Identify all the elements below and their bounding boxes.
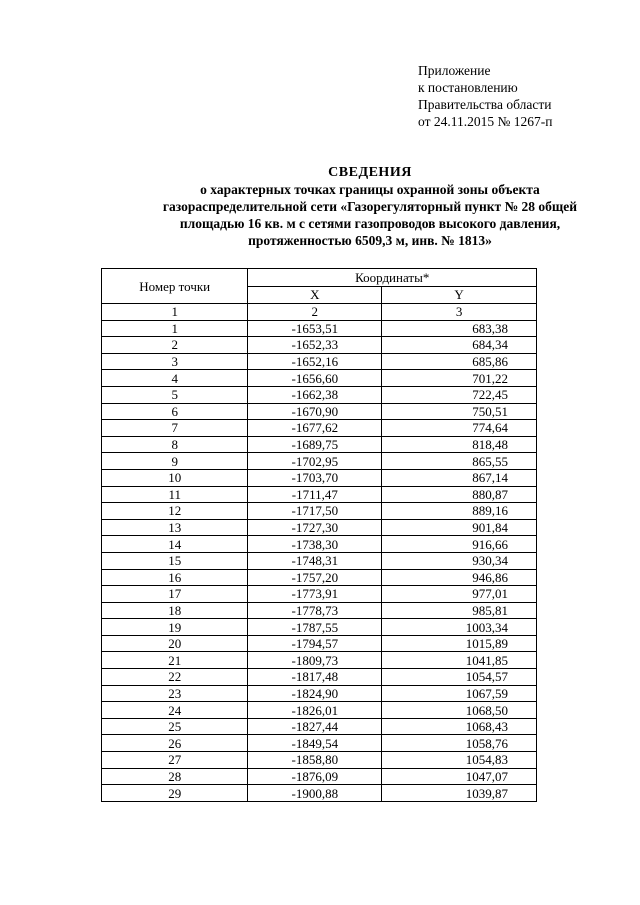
y-value-cell: 1068,50 [382, 702, 537, 719]
point-number-cell: 24 [102, 702, 248, 719]
point-number-cell: 19 [102, 619, 248, 636]
y-value-cell: 683,38 [382, 320, 537, 337]
y-value-cell: 1015,89 [382, 635, 537, 652]
point-number-cell: 14 [102, 536, 248, 553]
table-row [102, 685, 537, 702]
point-number-cell: 26 [102, 735, 248, 752]
table-row [102, 602, 537, 619]
header-point-number: Номер точки [102, 269, 248, 304]
point-number-cell: 15 [102, 552, 248, 569]
x-value-cell: -1824,90 [248, 685, 382, 702]
y-value-cell: 1058,76 [382, 735, 537, 752]
point-number-cell: 5 [102, 386, 248, 403]
index-cell: 2 [248, 304, 382, 321]
x-value-cell: -1826,01 [248, 702, 382, 719]
table-row [102, 403, 537, 420]
point-number-cell: 21 [102, 652, 248, 669]
x-value-cell: -1773,91 [248, 586, 382, 603]
x-value-cell: -1717,50 [248, 503, 382, 520]
y-value-cell: 818,48 [382, 436, 537, 453]
x-value-cell: -1652,33 [248, 337, 382, 354]
y-value-cell: 685,86 [382, 353, 537, 370]
point-number-cell: 20 [102, 635, 248, 652]
index-cell: 3 [382, 304, 537, 321]
table-row [102, 386, 537, 403]
y-value-cell: 946,86 [382, 569, 537, 586]
y-value-cell: 701,22 [382, 370, 537, 387]
table-row [102, 469, 537, 486]
y-value-cell: 1054,83 [382, 752, 537, 769]
table-row [102, 519, 537, 536]
table-row [102, 652, 537, 669]
point-number-cell: 17 [102, 586, 248, 603]
y-value-cell: 1047,07 [382, 768, 537, 785]
point-number-cell: 18 [102, 602, 248, 619]
point-number-cell: 8 [102, 436, 248, 453]
x-value-cell: -1809,73 [248, 652, 382, 669]
x-value-cell: -1652,16 [248, 353, 382, 370]
document-heading [100, 164, 640, 249]
table-row [102, 785, 537, 802]
x-value-cell: -1727,30 [248, 519, 382, 536]
table-row [102, 718, 537, 735]
x-value-cell: -1757,20 [248, 569, 382, 586]
document-title: СВЕДЕНИЯ [328, 165, 412, 180]
point-number-cell: 13 [102, 519, 248, 536]
point-number-cell: 10 [102, 469, 248, 486]
appendix-line: к постановлению [418, 80, 518, 95]
y-value-cell: 684,34 [382, 337, 537, 354]
x-value-cell: -1703,70 [248, 469, 382, 486]
point-number-cell: 7 [102, 420, 248, 437]
x-value-cell: -1711,47 [248, 486, 382, 503]
y-value-cell: 1003,34 [382, 619, 537, 636]
y-value-cell: 1068,43 [382, 718, 537, 735]
x-value-cell: -1738,30 [248, 536, 382, 553]
appendix-line: Приложение [418, 63, 491, 78]
y-value-cell: 889,16 [382, 503, 537, 520]
table-body [102, 320, 537, 801]
x-value-cell: -1787,55 [248, 619, 382, 636]
point-number-cell: 6 [102, 403, 248, 420]
y-value-cell: 774,64 [382, 420, 537, 437]
table-row [102, 370, 537, 387]
x-value-cell: -1827,44 [248, 718, 382, 735]
y-value-cell: 750,51 [382, 403, 537, 420]
appendix-line: от 24.11.2015 № 1267-п [418, 114, 553, 129]
table-row [102, 768, 537, 785]
x-value-cell: -1662,38 [248, 386, 382, 403]
table-row [102, 586, 537, 603]
point-number-cell: 23 [102, 685, 248, 702]
header-y: Y [382, 286, 537, 304]
appendix-block [418, 62, 552, 130]
table-row [102, 735, 537, 752]
x-value-cell: -1702,95 [248, 453, 382, 470]
table-row [102, 337, 537, 354]
x-value-cell: -1817,48 [248, 669, 382, 686]
y-value-cell: 867,14 [382, 469, 537, 486]
table-row [102, 752, 537, 769]
heading-line: площадью 16 кв. м с сетями газопроводов высокого давления, [179, 216, 561, 231]
y-value-cell: 865,55 [382, 453, 537, 470]
x-value-cell: -1653,51 [248, 320, 382, 337]
heading-line: о характерных точках границы охранной зоны объекта [200, 182, 540, 197]
table-row [102, 669, 537, 686]
point-number-cell: 2 [102, 337, 248, 354]
x-value-cell: -1794,57 [248, 635, 382, 652]
x-value-cell: -1778,73 [248, 602, 382, 619]
y-value-cell: 1067,59 [382, 685, 537, 702]
point-number-cell: 27 [102, 752, 248, 769]
coordinates-table [101, 268, 537, 802]
table-row [102, 635, 537, 652]
table-row [102, 503, 537, 520]
index-cell: 1 [102, 304, 248, 321]
x-value-cell: -1876,09 [248, 768, 382, 785]
table-row [102, 619, 537, 636]
point-number-cell: 12 [102, 503, 248, 520]
point-number-cell: 29 [102, 785, 248, 802]
table-row [102, 486, 537, 503]
x-value-cell: -1656,60 [248, 370, 382, 387]
y-value-cell: 901,84 [382, 519, 537, 536]
header-x: X [248, 286, 382, 304]
table-row [102, 536, 537, 553]
point-number-cell: 4 [102, 370, 248, 387]
appendix-line: Правительства области [418, 97, 552, 112]
point-number-cell: 28 [102, 768, 248, 785]
header-coordinates: Координаты* [248, 269, 537, 287]
y-value-cell: 930,34 [382, 552, 537, 569]
point-number-cell: 11 [102, 486, 248, 503]
point-number-cell: 22 [102, 669, 248, 686]
x-value-cell: -1677,62 [248, 420, 382, 437]
y-value-cell: 1039,87 [382, 785, 537, 802]
point-number-cell: 1 [102, 320, 248, 337]
heading-line: газораспределительной сети «Газорегуляторный пункт № 28 общей [162, 199, 578, 214]
y-value-cell: 1041,85 [382, 652, 537, 669]
point-number-cell: 16 [102, 569, 248, 586]
y-value-cell: 880,87 [382, 486, 537, 503]
x-value-cell: -1670,90 [248, 403, 382, 420]
point-number-cell: 9 [102, 453, 248, 470]
y-value-cell: 916,66 [382, 536, 537, 553]
table-row [102, 552, 537, 569]
table-row [102, 453, 537, 470]
y-value-cell: 985,81 [382, 602, 537, 619]
point-number-cell: 25 [102, 718, 248, 735]
table-row [102, 569, 537, 586]
y-value-cell: 722,45 [382, 386, 537, 403]
table-row [102, 702, 537, 719]
x-value-cell: -1849,54 [248, 735, 382, 752]
x-value-cell: -1900,88 [248, 785, 382, 802]
table-row [102, 436, 537, 453]
heading-line: протяженностью 6509,3 м, инв. № 1813» [248, 233, 492, 248]
point-number-cell: 3 [102, 353, 248, 370]
y-value-cell: 977,01 [382, 586, 537, 603]
x-value-cell: -1689,75 [248, 436, 382, 453]
x-value-cell: -1748,31 [248, 552, 382, 569]
y-value-cell: 1054,57 [382, 669, 537, 686]
table-row [102, 320, 537, 337]
table-row [102, 353, 537, 370]
x-value-cell: -1858,80 [248, 752, 382, 769]
table-row [102, 420, 537, 437]
